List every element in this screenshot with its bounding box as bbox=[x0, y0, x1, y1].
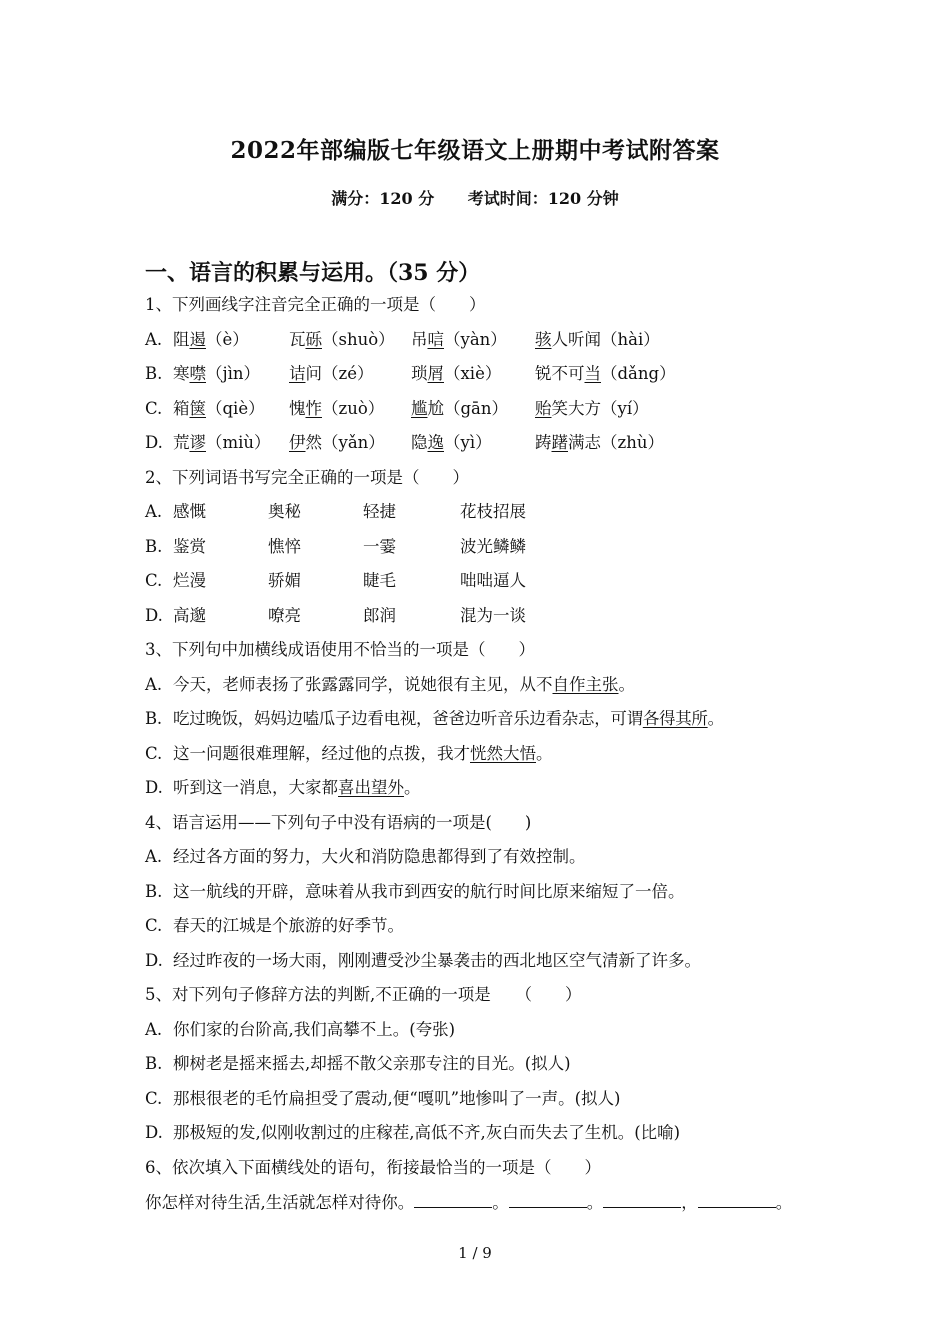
exam-time: 考试时间：120 分钟 bbox=[467, 189, 619, 208]
q3-option-d: D. 听到这一消息，大家都喜出望外。 bbox=[145, 778, 421, 797]
answer-blank[interactable] bbox=[414, 1189, 492, 1208]
q3-option-c: C. 这一问题很难理解，经过他的点拨，我才恍然大悟。 bbox=[145, 743, 553, 763]
page-number: 1 / 9 bbox=[458, 1244, 492, 1262]
answer-blank[interactable] bbox=[603, 1189, 681, 1208]
q4-option-b: B. 这一航线的开辟，意味着从我市到西安的航行时间比原来缩短了一倍。 bbox=[145, 881, 685, 901]
question-6-stem: 6、依次填入下面横线处的语句，衔接最恰当的一项是（ ） bbox=[145, 1157, 601, 1177]
q5-option-c: C. 那根很老的毛竹扁担受了震动,便“嘎叽”地惨叫了一声。(拟人) bbox=[145, 1088, 621, 1108]
q5-option-a: A. 你们家的台阶高,我们高攀不上。(夸张) bbox=[145, 1019, 456, 1039]
q1-option-d: D. 荒谬（miù） 伊然（yǎn） 隐逸（yì） 踌躇满志（zhù） bbox=[145, 433, 664, 452]
q1-option-b: B. 寒噤（jìn） 诘问（zé） 琐屑（xiè） 锐不可当（dǎng） bbox=[145, 364, 676, 383]
q2-option-d: D. 高邈 嘹亮 郎润 混为一谈 bbox=[145, 605, 526, 625]
questions bbox=[145, 292, 835, 1224]
q1-option-c: C. 箱箧（qiè） 愧怍（zuò） 尴尬（gān） 贻笑大方（yí） bbox=[145, 398, 649, 418]
question-4-stem: 4、语言运用——下列句子中没有语病的一项是( ) bbox=[145, 812, 532, 832]
q4-option-d: D. 经过昨夜的一场大雨，刚刚遭受沙尘暴袭击的西北地区空气清新了许多。 bbox=[145, 950, 701, 970]
q2-option-a: A. 感慨 奥秘 轻捷 花枝招展 bbox=[145, 502, 526, 521]
question-1-stem: 1、下列画线字注音完全正确的一项是（ ） bbox=[145, 295, 486, 314]
full-score: 满分：120 分 bbox=[331, 189, 435, 208]
q2-option-c: C. 烂漫 骄媚 睫毛 咄咄逼人 bbox=[145, 571, 526, 590]
q4-option-a: A. 经过各方面的努力，大火和消防隐患都得到了有效控制。 bbox=[145, 847, 586, 866]
section-heading: 一、语言的积累与运用。（35 分） bbox=[145, 260, 481, 286]
answer-blank[interactable] bbox=[509, 1189, 587, 1208]
q5-option-b: B. 柳树老是摇来摇去,却摇不散父亲那专注的目光。(拟人) bbox=[145, 1054, 571, 1073]
question-2-stem: 2、下列词语书写完全正确的一项是（ ） bbox=[145, 467, 469, 487]
q6-sentence: 你怎样对待生活,生活就怎样对待你。 。 。 ， 。 bbox=[145, 1189, 835, 1224]
q2-option-b: B. 鉴赏 憔悴 一霎 波光鳞鳞 bbox=[145, 536, 526, 556]
q3-option-b: B. 吃过晚饭，妈妈边嗑瓜子边看电视，爸爸边听音乐边看杂志，可谓各得其所。 bbox=[145, 709, 724, 728]
q5-option-d: D. 那极短的发,似刚收割过的庄稼茬,高低不齐,灰白而失去了生机。(比喻) bbox=[145, 1123, 681, 1142]
page-title: 2022年部编版七年级语文上册期中考试附答案 bbox=[230, 137, 720, 164]
q3-option-a: A. 今天，老师表扬了张露露同学，说她很有主见，从不自作主张。 bbox=[145, 674, 635, 694]
exam-meta bbox=[0, 186, 950, 209]
q4-option-c: C. 春天的江城是个旅游的好季节。 bbox=[145, 916, 404, 935]
answer-blank[interactable] bbox=[698, 1189, 776, 1208]
question-3-stem: 3、下列句中加横线成语使用不恰当的一项是（ ） bbox=[145, 640, 535, 659]
question-5-stem: 5、对下列句子修辞方法的判断,不正确的一项是 （ ） bbox=[145, 985, 582, 1004]
q1-option-a: A. 阻遏（è） 瓦砾（shuò） 吊唁（yàn） 骇人听闻（hài） bbox=[145, 329, 660, 349]
